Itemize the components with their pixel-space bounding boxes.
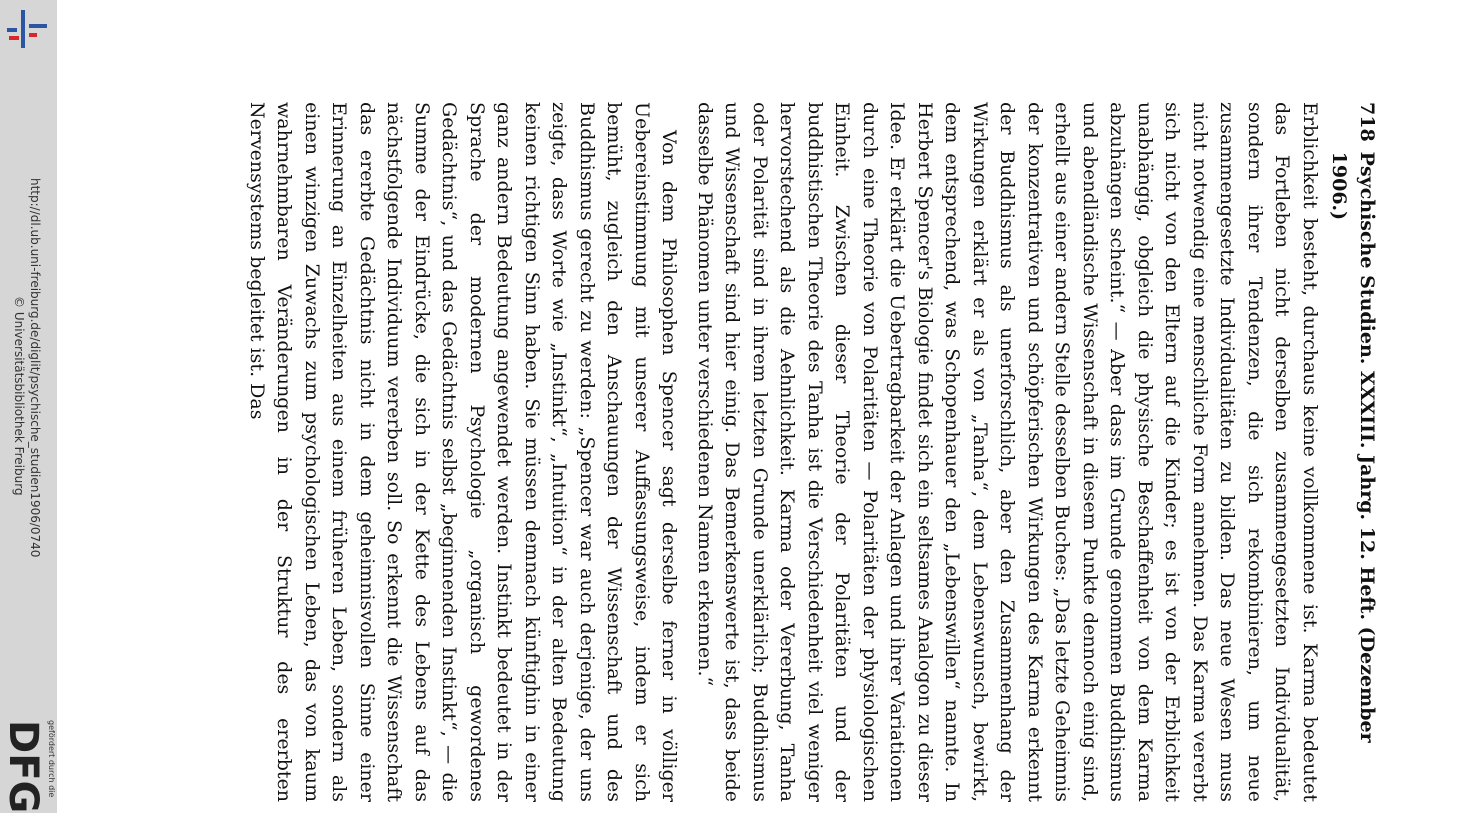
- library-logo-icon: [4, 6, 52, 52]
- paragraph-2: Von dem Philosophen Spencer sagt derselbe ferner in völliger Uebereinstimmung mit unserer Auffassungsweise, indem er sich bemüht, zugleich den Anschauungen der Wissenschaft und des Buddhismus gerecht zu werden: „Spencer war auch derjenige, der uns zeigte, dass Worte wie „Instinkt“, „Intuition“ in der alten Bedeutung keinen richtigen Sinn haben. Sie müssen demnach künftighin in einer ganz andern Bedeutung angewendet werden. Instinkt bedeutet in der Sprache der modernen Psychologie „organisch gewordenes Gedächtnis“, und das Gedächtnis selbst „beginnenden Instinkt“, — die Summe der Eindrücke, die sich in der Kette des Lebens auf das nächstfolgende Individuum vererben soll. So erkennt die Wissenschaft das ererbte Gedächtnis nicht in dem geheimnisvollen Sinne einer Erinnerung an Einzelheiten aus einem früheren Leben, sondern als einen winzigen Zuwachs zum psychologischen Leben, das von kaum wahrnehmbaren Veränderungen in der Struktur des ererbten Nervensystems begleitet ist. Das: [246, 102, 681, 802]
- scanned-page: [180, 102, 1380, 802]
- dfg-caption: gefördert durch die: [47, 720, 56, 798]
- paragraph-1: Erblichkeit besteht, durchaus keine vollkommene ist. Karma bedeutet das Fortleben nicht derselben zusammengesetzten Individualität, sondern ihrer Tendenzen, die sich rekombinieren, um neue zusammengesetzte Individualitäten zu bilden. Das neue Wesen muss nicht notwendig eine menschliche Form annehmen. Das Karma vererbt sich nicht von den Eltern auf die Kinder; es ist von der Erblichkeit unabhängig, obgleich die physische Beschaffenheit von dem Karma abzuhängen scheint.“ — Aber dass im Grunde genommen Buddhismus und abendländische Wissenschaft in diesem Punkte dennoch einig sind, erhellt aus einer andern Stelle desselben Buches: „Das letzte Geheimnis der konzentrativen und schöpferischen Wirkungen des Karma erkennt der Buddhismus als unerforschlich, aber den Zusammenhang der Wirkungen erklärt er als von „Tanha“, dem Lebenswunsch, bewirkt, dem entsprechend, was Schopenhauer den „Lebenswillen“ nannte. In Herbert Spencer's Biologie findet sich ein seltsames Analogon zu dieser Idee. Er erklärt die Uebertragbarkeit der Anlagen und ihrer Variationen durch eine Theorie von Polaritäten — Polaritäten der physiologischen Einheit. Zwischen dieser Theorie der Polaritäten und der buddhistischen Theorie des Tanha ist die Verschiedenheit viel weniger hervorstechend als die Aehnlichkeit. Karma oder Vererbung, Tanha oder Polarität sind in ihrem letzten Grunde unerklärlich; Buddhismus und Wissenschaft sind hier einig. Das Bemerkenswerte ist, dass beide dasselbe Phänomen unter verschiedenen Namen erkennen.“: [694, 102, 1321, 802]
- viewer-sidebar: [0, 0, 57, 813]
- source-url[interactable]: http://dl.ub.uni-freiburg.de/diglit/psychische_studien1906/0740: [28, 178, 42, 558]
- running-title: Psychische Studien. XXXIII. Jahrg. 12. Heft. (Dezember 1906.): [1328, 151, 1378, 743]
- page-number: 718: [1356, 102, 1378, 142]
- page-header: [1325, 102, 1380, 802]
- dfg-logo-icon: [0, 718, 56, 813]
- copyright-notice: © Universitätsbibliothek Freiburg: [12, 296, 26, 496]
- dfg-label: DFG: [0, 720, 46, 813]
